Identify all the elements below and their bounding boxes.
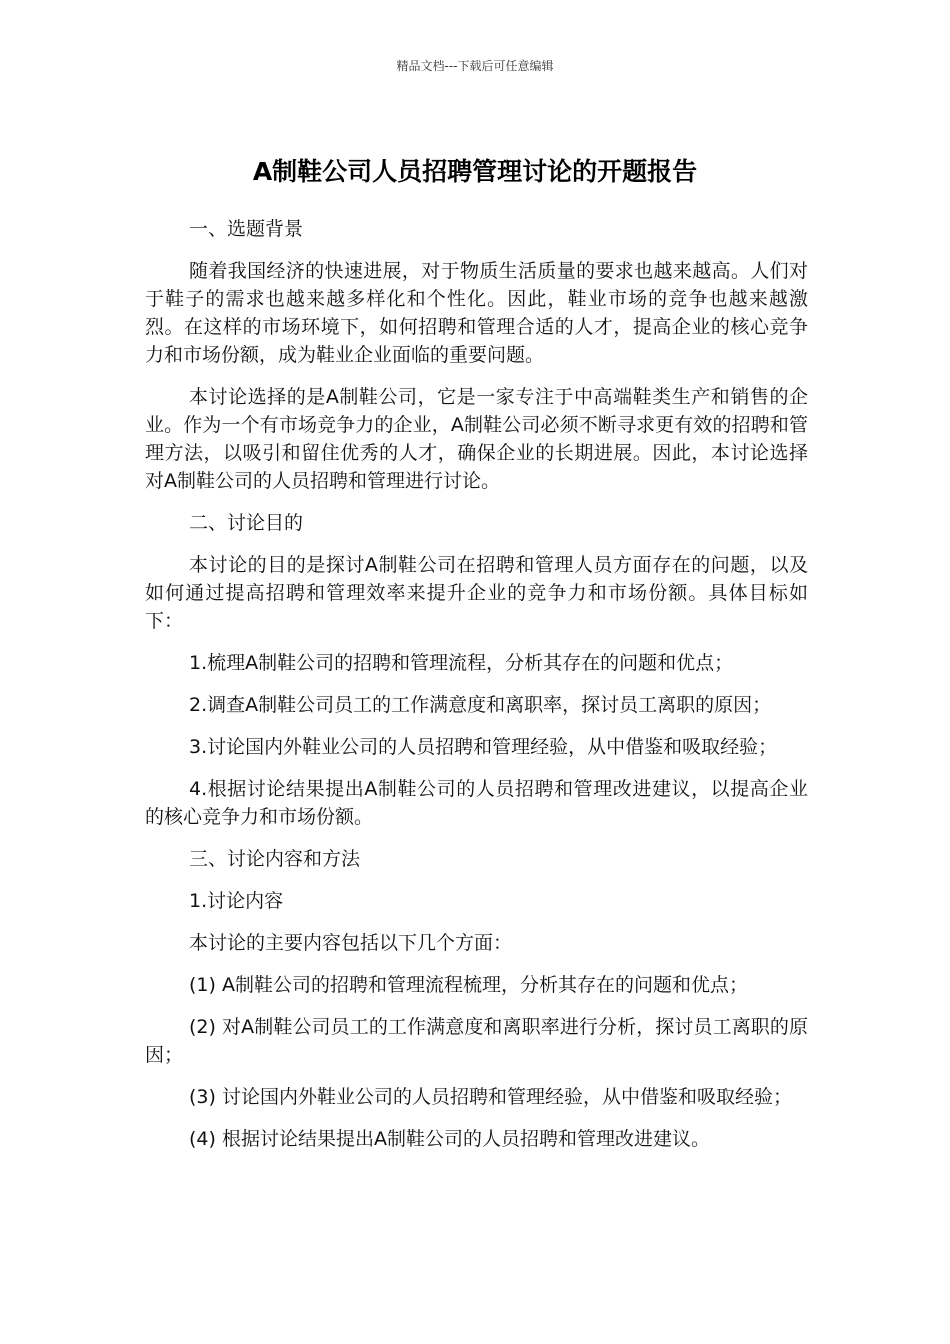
list-item-content-1: (1) A制鞋公司的招聘和管理流程梳理，分析其存在的问题和优点； xyxy=(189,974,748,996)
page-header: 精品文档---下载后可任意编辑 xyxy=(396,59,554,73)
document-body xyxy=(145,215,808,1167)
list-item-content-3: (3) 讨论国内外鞋业公司的人员招聘和管理经验，从中借鉴和吸取经验； xyxy=(189,1086,792,1108)
list-item-goal-2: 2.调查A制鞋公司员工的工作满意度和离职率，探讨员工离职的原因； xyxy=(189,694,772,716)
section-heading-content-method: 三、讨论内容和方法 xyxy=(189,848,361,870)
list-item-content-4: (4) 根据讨论结果提出A制鞋公司的人员招聘和管理改进建议。 xyxy=(189,1128,710,1150)
list-item-content-2: (2) 对A制鞋公司员工的工作满意度和离职率进行分析，探讨员工离职的原因； xyxy=(145,1016,808,1066)
list-item-goal-1: 1.梳理A制鞋公司的招聘和管理流程，分析其存在的问题和优点； xyxy=(189,652,734,674)
section-heading-purpose: 二、讨论目的 xyxy=(189,512,304,534)
paragraph-purpose-intro: 本讨论的目的是探讨A制鞋公司在招聘和管理人员方面存在的问题，以及如何通过提高招聘和管理效率来提升企业的竞争力和市场份额。具体目标如下： xyxy=(145,554,808,632)
section-heading-background: 一、选题背景 xyxy=(189,218,304,240)
document-title: A制鞋公司人员招聘管理讨论的开题报告 xyxy=(252,156,698,186)
list-item-goal-3: 3.讨论国内外鞋业公司的人员招聘和管理经验，从中借鉴和吸取经验； xyxy=(189,736,778,758)
subsection-heading-content: 1.讨论内容 xyxy=(189,890,284,912)
paragraph-content-intro: 本讨论的主要内容包括以下几个方面： xyxy=(189,932,513,954)
list-item-goal-4: 4.根据讨论结果提出A制鞋公司的人员招聘和管理改进建议，以提高企业的核心竞争力和市场份额。 xyxy=(145,778,808,828)
paragraph-background-1: 随着我国经济的快速进展，对于物质生活质量的要求也越来越高。人们对于鞋子的需求也越来越多样化和个性化。因此，鞋业市场的竞争也越来越激烈。在这样的市场环境下，如何招聘和管理合适的人才，提高企业的核心竞争力和市场份额，成为鞋业企业面临的重要问题。 xyxy=(145,260,808,366)
paragraph-background-2: 本讨论选择的是A制鞋公司，它是一家专注于中高端鞋类生产和销售的企业。作为一个有市场竞争力的企业，A制鞋公司必须不断寻求更有效的招聘和管理方法，以吸引和留住优秀的人才，确保企业的长期进展。因此，本讨论选择对A制鞋公司的人员招聘和管理进行讨论。 xyxy=(145,386,808,492)
